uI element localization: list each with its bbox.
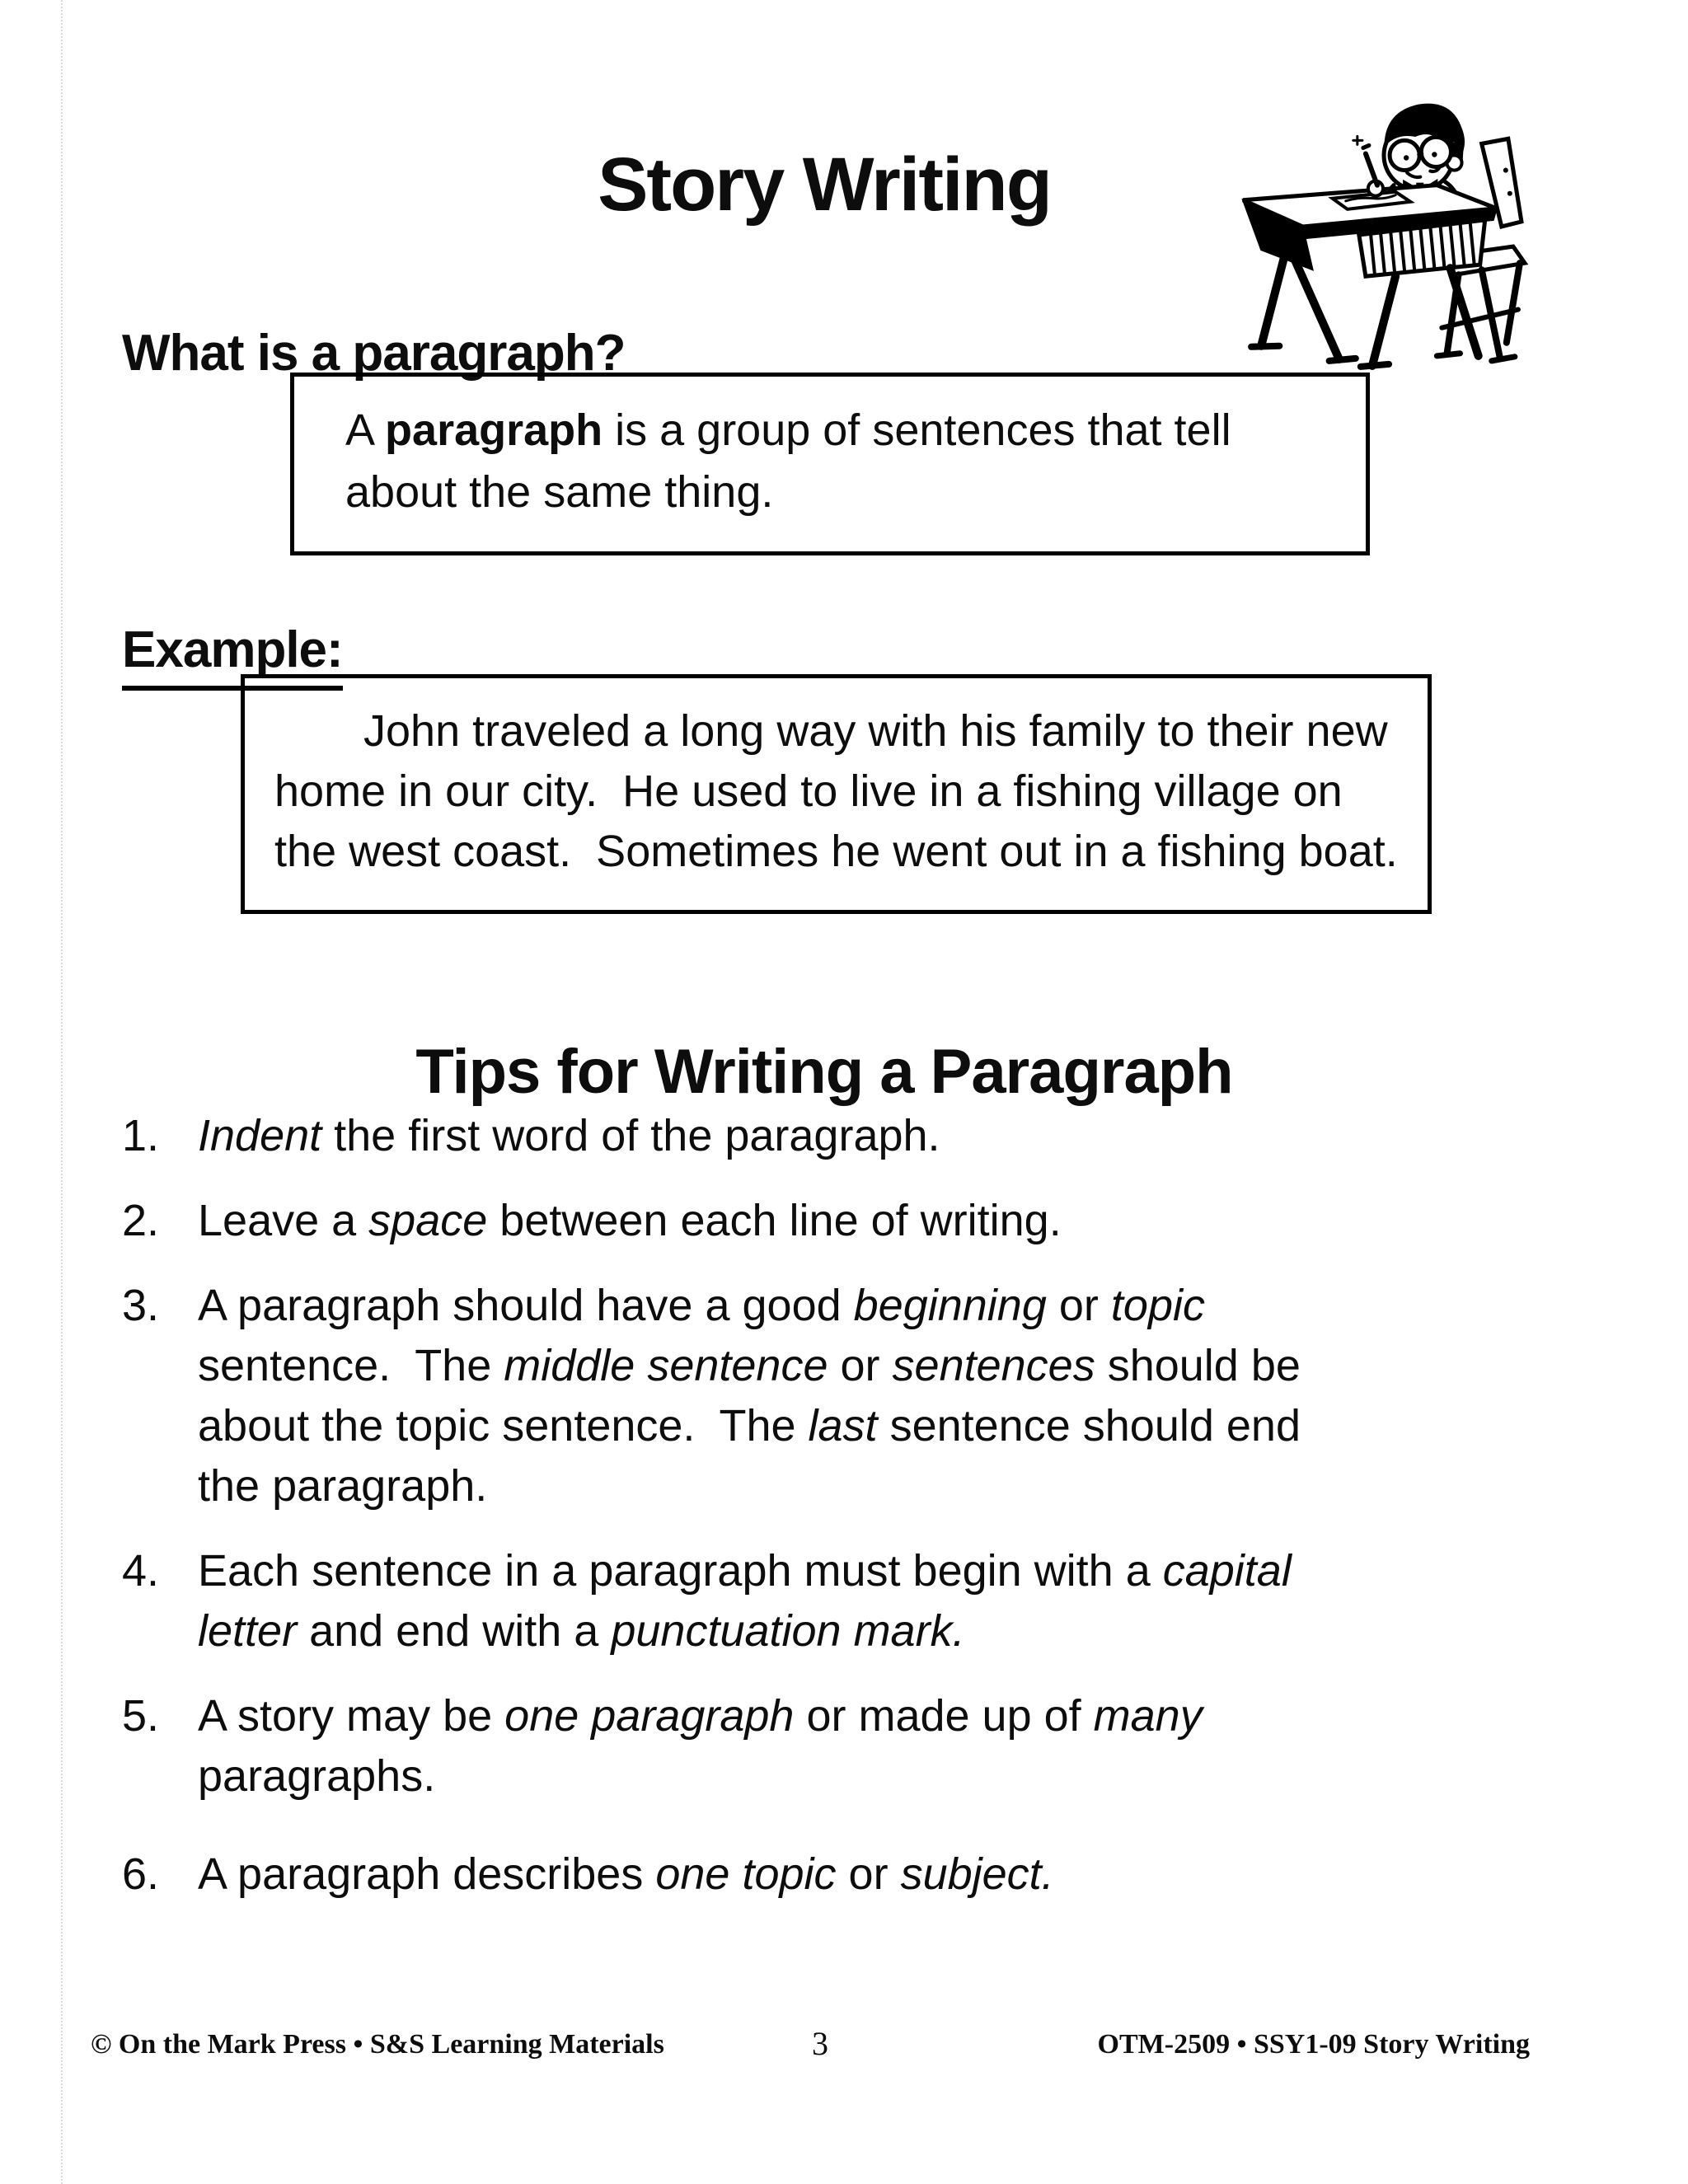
example-box: John traveled a long way with his family to their new home in our city. He used to live in a fishing village on the west coast. Sometimes he went out in a fishing boat. (241, 674, 1432, 914)
tips-list (122, 1106, 1408, 1929)
question-heading: What is a paragraph? (122, 325, 626, 382)
tip-number: 6. (122, 1849, 160, 1899)
tips-heading: Tips for Writing a Paragraph (415, 1037, 1233, 1108)
tip-text: A paragraph should have a good beginning or topic sentence. The middle sentence or sentences should be about the topic sentence. The last sentence should end the paragraph. (198, 1281, 1313, 1511)
tip-item-5 (122, 1686, 1408, 1807)
tip-text: A story may be one paragraph or made up of many paragraphs. (198, 1691, 1215, 1801)
footer-copyright: © On the Mark Press • S&S Learning Materials (91, 2029, 664, 2060)
tip-item-6 (122, 1844, 1408, 1905)
tip-item-3 (122, 1276, 1408, 1516)
tip-item-4 (122, 1541, 1408, 1661)
boy-writing-at-desk-illustration (1233, 92, 1531, 374)
example-heading: Example: (122, 621, 343, 691)
page-title: Story Writing (598, 142, 1051, 227)
boy-writing-at-desk-drawing (1233, 92, 1531, 374)
tip-text: A paragraph describes one topic or subject. (198, 1849, 1054, 1899)
tip-text: Each sentence in a paragraph must begin with a capital letter and end with a punctuation mark. (198, 1546, 1304, 1656)
footer-product-code: OTM-2509 • SSY1-09 Story Writing (1097, 2029, 1530, 2060)
definition-box: A paragraph is a group of sentences that tell about the same thing. (290, 373, 1370, 555)
tip-text: Leave a space between each line of writing. (198, 1196, 1062, 1245)
tip-text: Indent the first word of the paragraph. (198, 1111, 940, 1160)
tip-number: 5. (122, 1691, 160, 1741)
tip-item-1 (122, 1106, 1408, 1166)
tip-number: 2. (122, 1196, 160, 1245)
tip-number: 1. (122, 1111, 160, 1160)
tip-item-2 (122, 1191, 1408, 1251)
tip-number: 3. (122, 1281, 160, 1330)
tip-number: 4. (122, 1546, 160, 1596)
footer-page-number: 3 (812, 2025, 828, 2062)
